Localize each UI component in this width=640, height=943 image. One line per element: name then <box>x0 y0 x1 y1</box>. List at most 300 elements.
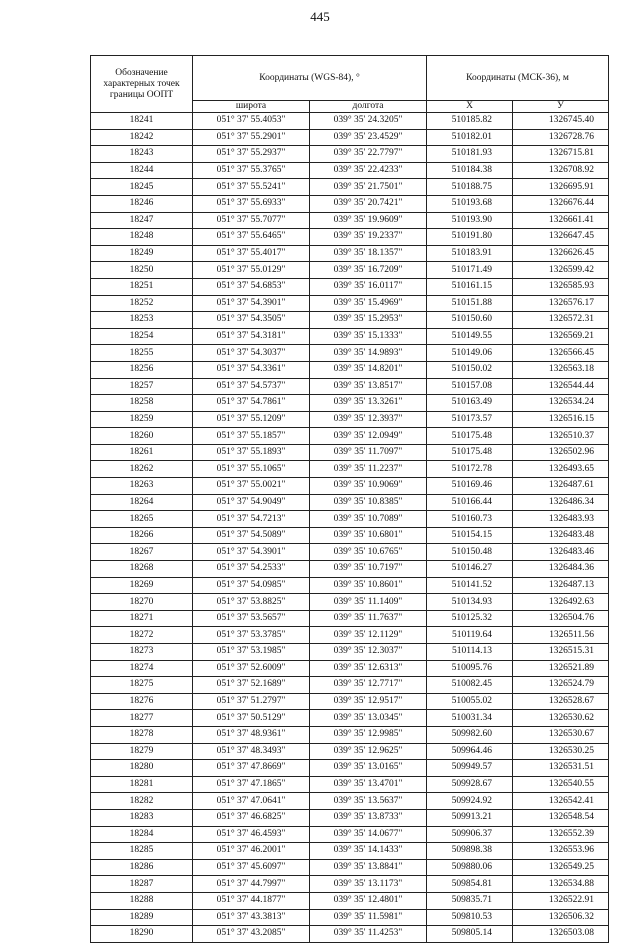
cell-latitude: 051° 37' 48.9361" <box>193 726 310 743</box>
cell-longitude: 039° 35' 11.7097" <box>310 444 427 461</box>
cell-y-coord: 1326542.41 <box>513 793 609 810</box>
cell-point-id: 18288 <box>91 892 193 909</box>
cell-x-coord: 510141.52 <box>427 577 513 594</box>
table-row <box>91 428 609 445</box>
cell-longitude: 039° 35' 13.8733" <box>310 809 427 826</box>
cell-latitude: 051° 37' 55.2901" <box>193 129 310 146</box>
cell-latitude: 051° 37' 46.2001" <box>193 843 310 860</box>
cell-y-coord: 1326676.44 <box>513 195 609 212</box>
cell-latitude: 051° 37' 51.2797" <box>193 693 310 710</box>
cell-point-id: 18259 <box>91 411 193 428</box>
cell-latitude: 051° 37' 55.4017" <box>193 245 310 262</box>
table-row <box>91 195 609 212</box>
cell-latitude: 051° 37' 44.1877" <box>193 892 310 909</box>
cell-longitude: 039° 35' 10.6801" <box>310 527 427 544</box>
cell-point-id: 18289 <box>91 909 193 926</box>
cell-point-id: 18253 <box>91 312 193 329</box>
cell-longitude: 039° 35' 19.9609" <box>310 212 427 229</box>
cell-longitude: 039° 35' 14.1433" <box>310 843 427 860</box>
cell-latitude: 051° 37' 55.1065" <box>193 461 310 478</box>
table-row <box>91 527 609 544</box>
cell-y-coord: 1326521.89 <box>513 660 609 677</box>
table-row <box>91 544 609 561</box>
table-body <box>91 113 609 943</box>
cell-x-coord: 510160.73 <box>427 511 513 528</box>
table-row <box>91 776 609 793</box>
cell-y-coord: 1326502.96 <box>513 444 609 461</box>
cell-longitude: 039° 35' 14.0677" <box>310 826 427 843</box>
table-row <box>91 594 609 611</box>
cell-point-id: 18252 <box>91 295 193 312</box>
cell-x-coord: 510183.91 <box>427 245 513 262</box>
cell-point-id: 18287 <box>91 876 193 893</box>
cell-point-id: 18249 <box>91 245 193 262</box>
cell-y-coord: 1326548.54 <box>513 809 609 826</box>
cell-y-coord: 1326626.45 <box>513 245 609 262</box>
cell-x-coord: 509964.46 <box>427 743 513 760</box>
table-row <box>91 610 609 627</box>
cell-point-id: 18261 <box>91 444 193 461</box>
page-number: 445 <box>310 9 330 24</box>
table-row <box>91 627 609 644</box>
cell-y-coord: 1326566.45 <box>513 345 609 362</box>
cell-latitude: 051° 37' 46.6825" <box>193 809 310 826</box>
cell-point-id: 18276 <box>91 693 193 710</box>
cell-latitude: 051° 37' 54.3901" <box>193 544 310 561</box>
cell-y-coord: 1326599.42 <box>513 262 609 279</box>
cell-longitude: 039° 35' 12.9985" <box>310 726 427 743</box>
cell-x-coord: 510055.02 <box>427 693 513 710</box>
cell-latitude: 051° 37' 54.3037" <box>193 345 310 362</box>
cell-latitude: 051° 37' 52.6009" <box>193 660 310 677</box>
cell-point-id: 18242 <box>91 129 193 146</box>
cell-x-coord: 510182.01 <box>427 129 513 146</box>
cell-longitude: 039° 35' 12.4801" <box>310 892 427 909</box>
cell-x-coord: 510173.57 <box>427 411 513 428</box>
cell-latitude: 051° 37' 45.6097" <box>193 859 310 876</box>
cell-y-coord: 1326715.81 <box>513 146 609 163</box>
cell-x-coord: 509810.53 <box>427 909 513 926</box>
table-row <box>91 693 609 710</box>
cell-point-id: 18262 <box>91 461 193 478</box>
cell-x-coord: 509982.60 <box>427 726 513 743</box>
cell-point-id: 18272 <box>91 627 193 644</box>
cell-longitude: 039° 35' 11.7637" <box>310 610 427 627</box>
table-row <box>91 146 609 163</box>
cell-longitude: 039° 35' 10.7197" <box>310 561 427 578</box>
cell-point-id: 18285 <box>91 843 193 860</box>
cell-point-id: 18264 <box>91 494 193 511</box>
table-row <box>91 760 609 777</box>
cell-y-coord: 1326530.67 <box>513 726 609 743</box>
cell-y-coord: 1326515.31 <box>513 644 609 661</box>
table-row <box>91 395 609 412</box>
table-row <box>91 644 609 661</box>
cell-longitude: 039° 35' 20.7421" <box>310 195 427 212</box>
cell-point-id: 18290 <box>91 926 193 943</box>
cell-y-coord: 1326530.25 <box>513 743 609 760</box>
table-row <box>91 461 609 478</box>
cell-x-coord: 510031.34 <box>427 710 513 727</box>
table-row <box>91 295 609 312</box>
cell-longitude: 039° 35' 11.1409" <box>310 594 427 611</box>
table-header-row <box>91 56 609 101</box>
cell-latitude: 051° 37' 53.1985" <box>193 644 310 661</box>
cell-x-coord: 510184.38 <box>427 162 513 179</box>
cell-x-coord: 509835.71 <box>427 892 513 909</box>
cell-y-coord: 1326661.41 <box>513 212 609 229</box>
cell-y-coord: 1326695.91 <box>513 179 609 196</box>
cell-y-coord: 1326576.17 <box>513 295 609 312</box>
cell-latitude: 051° 37' 47.1865" <box>193 776 310 793</box>
cell-longitude: 039° 35' 10.8601" <box>310 577 427 594</box>
cell-x-coord: 510154.15 <box>427 527 513 544</box>
cell-point-id: 18273 <box>91 644 193 661</box>
cell-x-coord: 510172.78 <box>427 461 513 478</box>
cell-y-coord: 1326503.08 <box>513 926 609 943</box>
cell-latitude: 051° 37' 55.1209" <box>193 411 310 428</box>
cell-latitude: 051° 37' 55.3765" <box>193 162 310 179</box>
cell-y-coord: 1326484.36 <box>513 561 609 578</box>
cell-y-coord: 1326549.25 <box>513 859 609 876</box>
cell-latitude: 051° 37' 54.3505" <box>193 312 310 329</box>
coordinates-table <box>90 55 609 943</box>
cell-point-id: 18277 <box>91 710 193 727</box>
cell-longitude: 039° 35' 24.3205" <box>310 113 427 130</box>
cell-x-coord: 510095.76 <box>427 660 513 677</box>
cell-latitude: 051° 37' 55.1857" <box>193 428 310 445</box>
cell-latitude: 051° 37' 55.6933" <box>193 195 310 212</box>
cell-longitude: 039° 35' 13.0345" <box>310 710 427 727</box>
cell-x-coord: 510181.93 <box>427 146 513 163</box>
table-row <box>91 809 609 826</box>
cell-x-coord: 510185.82 <box>427 113 513 130</box>
cell-point-id: 18251 <box>91 278 193 295</box>
cell-x-coord: 510149.06 <box>427 345 513 362</box>
cell-y-coord: 1326487.13 <box>513 577 609 594</box>
cell-longitude: 039° 35' 12.1129" <box>310 627 427 644</box>
cell-x-coord: 510171.49 <box>427 262 513 279</box>
table-row <box>91 262 609 279</box>
cell-longitude: 039° 35' 18.1357" <box>310 245 427 262</box>
cell-x-coord: 510175.48 <box>427 428 513 445</box>
table-row <box>91 212 609 229</box>
cell-point-id: 18271 <box>91 610 193 627</box>
cell-x-coord: 510166.44 <box>427 494 513 511</box>
table-row <box>91 162 609 179</box>
header-wgs84: Координаты (WGS-84), ° <box>193 56 427 101</box>
cell-point-id: 18282 <box>91 793 193 810</box>
cell-y-coord: 1326534.88 <box>513 876 609 893</box>
cell-longitude: 039° 35' 22.4233" <box>310 162 427 179</box>
cell-point-id: 18280 <box>91 760 193 777</box>
cell-x-coord: 509949.57 <box>427 760 513 777</box>
cell-x-coord: 510193.90 <box>427 212 513 229</box>
cell-x-coord: 510146.27 <box>427 561 513 578</box>
cell-x-coord: 510150.02 <box>427 361 513 378</box>
cell-point-id: 18255 <box>91 345 193 362</box>
cell-latitude: 051° 37' 53.8825" <box>193 594 310 611</box>
cell-latitude: 051° 37' 54.0985" <box>193 577 310 594</box>
cell-longitude: 039° 35' 19.2337" <box>310 229 427 246</box>
cell-latitude: 051° 37' 47.0641" <box>193 793 310 810</box>
cell-latitude: 051° 37' 54.2533" <box>193 561 310 578</box>
cell-y-coord: 1326534.24 <box>513 395 609 412</box>
cell-y-coord: 1326544.44 <box>513 378 609 395</box>
cell-y-coord: 1326504.76 <box>513 610 609 627</box>
cell-y-coord: 1326647.45 <box>513 229 609 246</box>
cell-latitude: 051° 37' 54.7213" <box>193 511 310 528</box>
cell-point-id: 18278 <box>91 726 193 743</box>
cell-longitude: 039° 35' 21.7501" <box>310 179 427 196</box>
cell-x-coord: 510161.15 <box>427 278 513 295</box>
table-row <box>91 444 609 461</box>
cell-x-coord: 510163.49 <box>427 395 513 412</box>
cell-longitude: 039° 35' 12.0949" <box>310 428 427 445</box>
table-row <box>91 511 609 528</box>
table-row <box>91 378 609 395</box>
cell-longitude: 039° 35' 15.4969" <box>310 295 427 312</box>
table-row <box>91 726 609 743</box>
cell-longitude: 039° 35' 11.5981" <box>310 909 427 926</box>
table-row <box>91 876 609 893</box>
cell-latitude: 051° 37' 48.3493" <box>193 743 310 760</box>
cell-longitude: 039° 35' 10.9069" <box>310 478 427 495</box>
cell-x-coord: 510114.13 <box>427 644 513 661</box>
cell-longitude: 039° 35' 14.8201" <box>310 361 427 378</box>
cell-point-id: 18283 <box>91 809 193 826</box>
cell-x-coord: 510193.68 <box>427 195 513 212</box>
header-msk36: Координаты (МСК-36), м <box>427 56 609 101</box>
cell-x-coord: 509880.06 <box>427 859 513 876</box>
cell-latitude: 051° 37' 44.7997" <box>193 876 310 893</box>
table-row <box>91 345 609 362</box>
cell-latitude: 051° 37' 53.5657" <box>193 610 310 627</box>
cell-y-coord: 1326553.96 <box>513 843 609 860</box>
cell-x-coord: 509924.92 <box>427 793 513 810</box>
table-row <box>91 328 609 345</box>
cell-latitude: 051° 37' 43.3813" <box>193 909 310 926</box>
cell-point-id: 18279 <box>91 743 193 760</box>
cell-latitude: 051° 37' 54.3361" <box>193 361 310 378</box>
cell-point-id: 18257 <box>91 378 193 395</box>
cell-x-coord: 510175.48 <box>427 444 513 461</box>
cell-x-coord: 510082.45 <box>427 677 513 694</box>
cell-point-id: 18246 <box>91 195 193 212</box>
cell-point-id: 18275 <box>91 677 193 694</box>
table-row <box>91 278 609 295</box>
cell-longitude: 039° 35' 15.1333" <box>310 328 427 345</box>
cell-x-coord: 510119.64 <box>427 627 513 644</box>
cell-x-coord: 510169.46 <box>427 478 513 495</box>
table-row <box>91 843 609 860</box>
cell-longitude: 039° 35' 12.3937" <box>310 411 427 428</box>
cell-point-id: 18243 <box>91 146 193 163</box>
cell-x-coord: 510149.55 <box>427 328 513 345</box>
cell-longitude: 039° 35' 12.9625" <box>310 743 427 760</box>
cell-point-id: 18258 <box>91 395 193 412</box>
table-row <box>91 113 609 130</box>
cell-longitude: 039° 35' 23.4529" <box>310 129 427 146</box>
cell-longitude: 039° 35' 15.2953" <box>310 312 427 329</box>
cell-x-coord: 510150.48 <box>427 544 513 561</box>
cell-y-coord: 1326486.34 <box>513 494 609 511</box>
table-row <box>91 577 609 594</box>
cell-point-id: 18245 <box>91 179 193 196</box>
table-row <box>91 926 609 943</box>
cell-y-coord: 1326506.32 <box>513 909 609 926</box>
cell-y-coord: 1326585.93 <box>513 278 609 295</box>
cell-longitude: 039° 35' 13.5637" <box>310 793 427 810</box>
cell-y-coord: 1326531.51 <box>513 760 609 777</box>
cell-latitude: 051° 37' 54.7861" <box>193 395 310 412</box>
cell-y-coord: 1326516.15 <box>513 411 609 428</box>
cell-latitude: 051° 37' 50.5129" <box>193 710 310 727</box>
cell-latitude: 051° 37' 55.6465" <box>193 229 310 246</box>
cell-y-coord: 1326540.55 <box>513 776 609 793</box>
table-row <box>91 826 609 843</box>
cell-longitude: 039° 35' 10.6765" <box>310 544 427 561</box>
table-row <box>91 494 609 511</box>
cell-latitude: 051° 37' 54.6853" <box>193 278 310 295</box>
cell-latitude: 051° 37' 55.0021" <box>193 478 310 495</box>
cell-x-coord: 510125.32 <box>427 610 513 627</box>
cell-point-id: 18247 <box>91 212 193 229</box>
cell-latitude: 051° 37' 54.5089" <box>193 527 310 544</box>
table-row <box>91 677 609 694</box>
cell-latitude: 051° 37' 55.0129" <box>193 262 310 279</box>
cell-point-id: 18248 <box>91 229 193 246</box>
table-row <box>91 909 609 926</box>
cell-y-coord: 1326524.79 <box>513 677 609 694</box>
cell-longitude: 039° 35' 12.7717" <box>310 677 427 694</box>
cell-y-coord: 1326493.65 <box>513 461 609 478</box>
cell-y-coord: 1326745.40 <box>513 113 609 130</box>
table-row <box>91 245 609 262</box>
cell-y-coord: 1326552.39 <box>513 826 609 843</box>
table-row <box>91 411 609 428</box>
header-point-id: Обозначение характерных точек границы ООПТ <box>91 56 193 113</box>
cell-y-coord: 1326510.37 <box>513 428 609 445</box>
cell-point-id: 18265 <box>91 511 193 528</box>
cell-y-coord: 1326530.62 <box>513 710 609 727</box>
table-row <box>91 743 609 760</box>
cell-point-id: 18263 <box>91 478 193 495</box>
cell-y-coord: 1326483.46 <box>513 544 609 561</box>
header-longitude: долгота <box>310 101 427 113</box>
cell-longitude: 039° 35' 10.8385" <box>310 494 427 511</box>
cell-y-coord: 1326492.63 <box>513 594 609 611</box>
cell-longitude: 039° 35' 13.3261" <box>310 395 427 412</box>
cell-longitude: 039° 35' 10.7089" <box>310 511 427 528</box>
cell-longitude: 039° 35' 13.4701" <box>310 776 427 793</box>
table-row <box>91 710 609 727</box>
cell-latitude: 051° 37' 54.3181" <box>193 328 310 345</box>
table-row <box>91 312 609 329</box>
cell-point-id: 18244 <box>91 162 193 179</box>
header-x: X <box>427 101 513 113</box>
cell-x-coord: 509805.14 <box>427 926 513 943</box>
cell-x-coord: 510188.75 <box>427 179 513 196</box>
cell-latitude: 051° 37' 47.8669" <box>193 760 310 777</box>
cell-latitude: 051° 37' 43.2085" <box>193 926 310 943</box>
cell-latitude: 051° 37' 55.5241" <box>193 179 310 196</box>
cell-point-id: 18281 <box>91 776 193 793</box>
table-row <box>91 892 609 909</box>
cell-y-coord: 1326522.91 <box>513 892 609 909</box>
table-row <box>91 793 609 810</box>
cell-x-coord: 510157.08 <box>427 378 513 395</box>
cell-x-coord: 509898.38 <box>427 843 513 860</box>
cell-longitude: 039° 35' 13.8841" <box>310 859 427 876</box>
cell-y-coord: 1326487.61 <box>513 478 609 495</box>
cell-longitude: 039° 35' 12.9517" <box>310 693 427 710</box>
table-row <box>91 660 609 677</box>
cell-latitude: 051° 37' 54.9049" <box>193 494 310 511</box>
table-row <box>91 129 609 146</box>
cell-longitude: 039° 35' 13.8517" <box>310 378 427 395</box>
cell-x-coord: 509854.81 <box>427 876 513 893</box>
cell-y-coord: 1326572.31 <box>513 312 609 329</box>
cell-point-id: 18250 <box>91 262 193 279</box>
cell-latitude: 051° 37' 52.1689" <box>193 677 310 694</box>
cell-point-id: 18256 <box>91 361 193 378</box>
table-row <box>91 179 609 196</box>
cell-point-id: 18254 <box>91 328 193 345</box>
cell-longitude: 039° 35' 13.1173" <box>310 876 427 893</box>
cell-y-coord: 1326483.93 <box>513 511 609 528</box>
cell-longitude: 039° 35' 14.9893" <box>310 345 427 362</box>
table-row <box>91 229 609 246</box>
cell-longitude: 039° 35' 22.7797" <box>310 146 427 163</box>
cell-y-coord: 1326528.67 <box>513 693 609 710</box>
cell-latitude: 051° 37' 54.3901" <box>193 295 310 312</box>
cell-point-id: 18274 <box>91 660 193 677</box>
cell-latitude: 051° 37' 55.1893" <box>193 444 310 461</box>
cell-point-id: 18266 <box>91 527 193 544</box>
cell-longitude: 039° 35' 16.7209" <box>310 262 427 279</box>
cell-longitude: 039° 35' 16.0117" <box>310 278 427 295</box>
cell-y-coord: 1326728.76 <box>513 129 609 146</box>
cell-point-id: 18270 <box>91 594 193 611</box>
cell-point-id: 18286 <box>91 859 193 876</box>
cell-longitude: 039° 35' 13.0165" <box>310 760 427 777</box>
cell-latitude: 051° 37' 55.2937" <box>193 146 310 163</box>
cell-x-coord: 510191.80 <box>427 229 513 246</box>
cell-latitude: 051° 37' 53.3785" <box>193 627 310 644</box>
cell-y-coord: 1326511.56 <box>513 627 609 644</box>
cell-point-id: 18268 <box>91 561 193 578</box>
cell-longitude: 039° 35' 12.6313" <box>310 660 427 677</box>
cell-longitude: 039° 35' 11.4253" <box>310 926 427 943</box>
table-row <box>91 478 609 495</box>
cell-point-id: 18284 <box>91 826 193 843</box>
table-row <box>91 561 609 578</box>
cell-y-coord: 1326483.48 <box>513 527 609 544</box>
cell-latitude: 051° 37' 55.4053" <box>193 113 310 130</box>
cell-x-coord: 509928.67 <box>427 776 513 793</box>
cell-point-id: 18267 <box>91 544 193 561</box>
header-latitude: широта <box>193 101 310 113</box>
cell-latitude: 051° 37' 54.5737" <box>193 378 310 395</box>
cell-point-id: 18260 <box>91 428 193 445</box>
cell-latitude: 051° 37' 55.7077" <box>193 212 310 229</box>
cell-x-coord: 510134.93 <box>427 594 513 611</box>
cell-x-coord: 510150.60 <box>427 312 513 329</box>
header-y: У <box>513 101 609 113</box>
cell-y-coord: 1326708.92 <box>513 162 609 179</box>
cell-point-id: 18269 <box>91 577 193 594</box>
